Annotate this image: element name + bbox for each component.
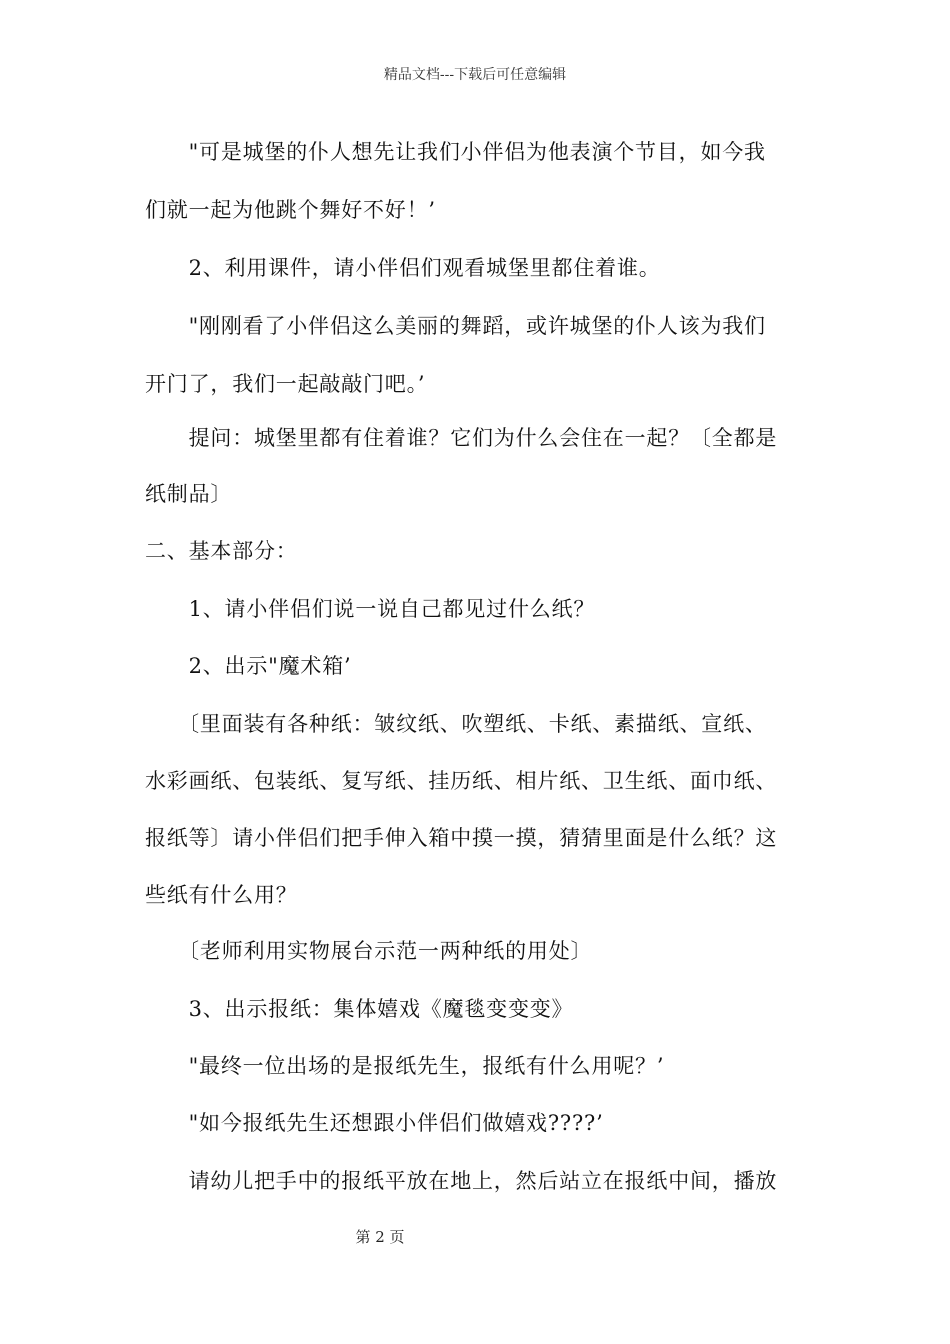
body-line-17: "最终一位出场的是报纸先生，报纸有什么用呢？’ <box>145 1054 665 1078</box>
body-line-4: "刚刚看了小伴侣这么美丽的舞蹈，或许城堡的仆人该为我们 <box>145 314 766 338</box>
body-line-1: "可是城堡的仆人想先让我们小伴侣为他表演个节目，如今我 <box>145 140 766 164</box>
section-heading-basic: 二、基本部分： <box>145 539 298 563</box>
body-line-7: 纸制品〕 <box>145 482 233 506</box>
body-line-14: 些纸有什么用？ <box>145 883 298 907</box>
body-line-12: 水彩画纸、包装纸、复写纸、挂历纸、相片纸、卫生纸、面巾纸、 <box>145 769 778 793</box>
body-line-13: 报纸等〕请小伴侣们把手伸入箱中摸一摸，猜猜里面是什么纸？这 <box>145 826 778 850</box>
body-line-19: 请幼儿把手中的报纸平放在地上，然后站立在报纸中间，播放 <box>145 1169 778 1193</box>
body-line-15: 〔老师利用实物展台示范一两种纸的用处〕 <box>145 939 593 963</box>
body-line-6: 提问：城堡里都有住着谁？它们为什么会住在一起？〔全都是 <box>145 426 778 450</box>
body-line-2: 们就一起为他跳个舞好不好！’ <box>145 198 436 222</box>
page-number: 第 2 页 <box>355 1228 405 1246</box>
body-line-16: 3、出示报纸：集体嬉戏《魔毯变变变》 <box>145 997 574 1021</box>
body-line-3: 2、利用课件，请小伴侣们观看城堡里都住着谁。 <box>145 256 661 280</box>
body-line-5: 开门了，我们一起敲敲门吧。’ <box>145 372 426 396</box>
body-line-11: 〔里面装有各种纸：皱纹纸、吹塑纸、卡纸、素描纸、宣纸、 <box>145 712 767 736</box>
body-line-18: "如今报纸先生还想跟小伴侣们做嬉戏????’ <box>145 1111 604 1135</box>
page-header: 精品文档---下载后可任意编辑 <box>383 67 567 83</box>
body-line-9: 1、请小伴侣们说一说自己都见过什么纸？ <box>145 597 596 621</box>
body-line-10: 2、出示"魔术箱’ <box>145 654 352 678</box>
